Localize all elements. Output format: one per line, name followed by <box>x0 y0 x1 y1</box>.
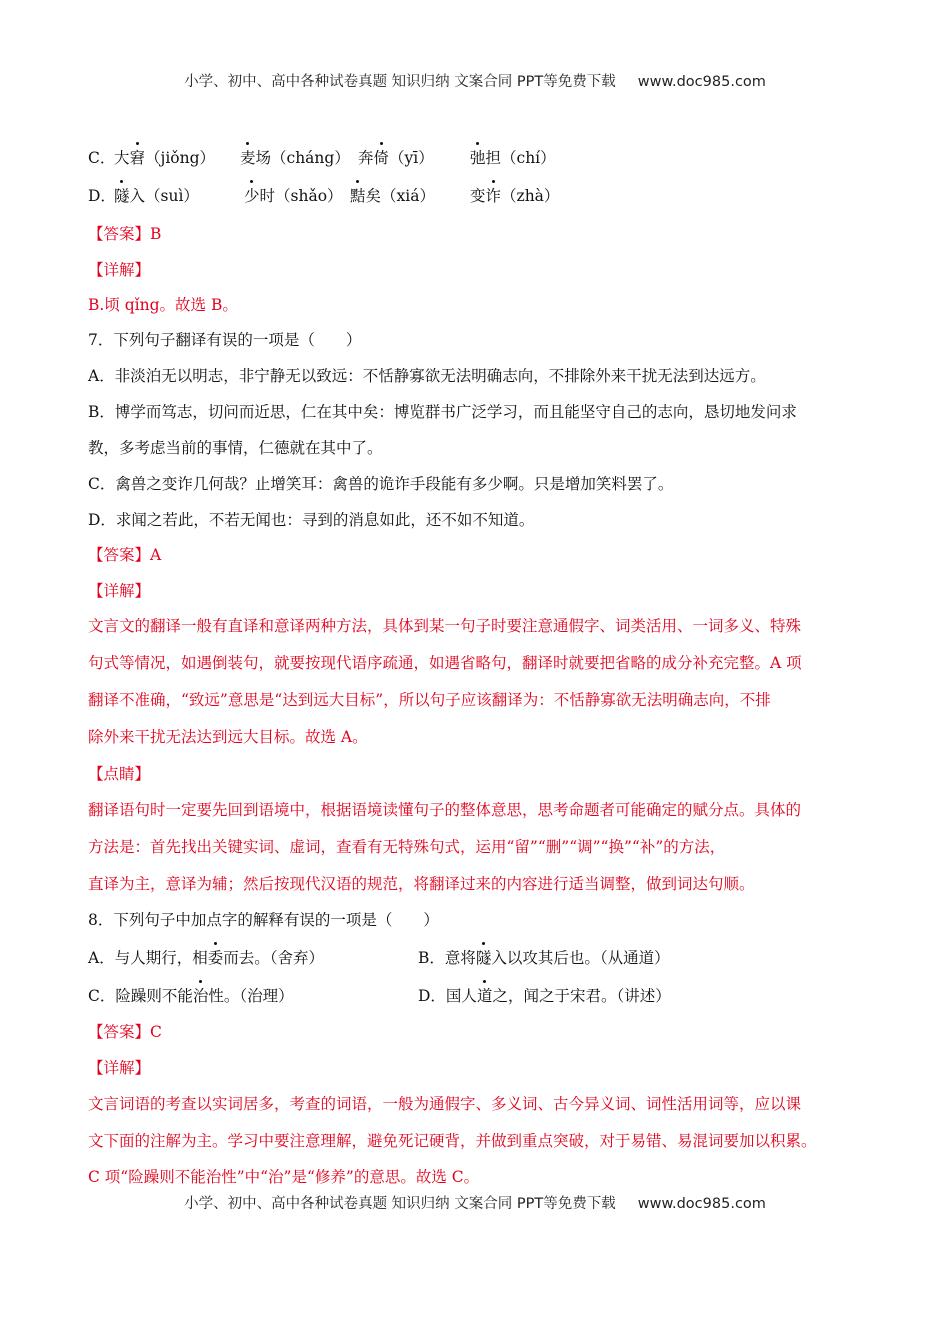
emphasis-dot-char: 隧 <box>476 946 492 968</box>
q6c-word4: 弛担（chí） <box>470 146 556 168</box>
q6-option-d <box>88 184 868 208</box>
q8-option-b: B．意将隧入以攻其后也。（从通道） <box>418 946 670 968</box>
q6-answer: 【答案】B <box>88 225 162 243</box>
q7-detail-heading: 【详解】 <box>88 582 151 600</box>
q6d-word2: 少时（shǎo） <box>244 184 343 206</box>
q8-option-d: D．国人道之，闻之于宋君。（讲述） <box>418 984 671 1006</box>
emphasis-dot-char: 少 <box>244 184 260 206</box>
q8-option-a: A．与人期行，相委而去。（舍弃） <box>88 946 324 968</box>
q7-option-c: C．禽兽之变诈几何哉？止增笑耳：禽兽的诡诈手段能有多少啊。只是增加笑料罢了。 <box>88 475 674 493</box>
q8-detail-heading: 【详解】 <box>88 1059 151 1077</box>
q6-explanation: B.顷 qǐng。故选 B。 <box>88 296 238 314</box>
q7-point-line1: 翻译语句时一定要先回到语境中，根据语境读懂句子的整体意思，思考命题者可能确定的赋分点。具体的 <box>88 801 802 819</box>
q6d-word3: 黠矣（xiá） <box>350 184 435 206</box>
emphasis-dot-char: 弛 <box>470 146 486 168</box>
q6c-word3: 奔倚（yī） <box>358 146 434 168</box>
q8-explanation-line3: C 项“险躁则不能治性”中“治”是“修养”的意思。故选 C。 <box>88 1168 480 1186</box>
q7-explanation-line3: 翻译不准确，“致远”意思是“达到远大目标”，所以句子应该翻译为：不恬静寡欲无法明确志向，不排 <box>88 691 771 709</box>
q7-explanation-line4: 除外来干扰无法达到远大目标。故选 A。 <box>88 728 368 746</box>
q7-point-line3: 直译为主，意译为辅；然后按现代汉语的规范，将翻译过来的内容进行适当调整，做到词达句顺。 <box>88 875 755 893</box>
emphasis-dot-char: 委 <box>208 946 224 968</box>
q6d-word1: 隧入（suì） <box>114 184 199 206</box>
q7-stem: 7．下列句子翻译有误的一项是（ ） <box>88 331 362 349</box>
emphasis-dot-char: 窘 <box>130 146 146 168</box>
page-header <box>0 70 950 91</box>
q7-point-line2: 方法是：首先找出关键实词、虚词，查看有无特殊句式，运用“留”“删”“调”“换”“补”的方法， <box>88 838 726 856</box>
q7-option-a: A．非淡泊无以明志，非宁静无以致远：不恬静寡欲无法明确志向，不排除外来干扰无法到达远方。 <box>88 367 766 385</box>
q7-option-d: D．求闻之若此，不若无闻也：寻到的消息如此，还不如不知道。 <box>88 511 535 529</box>
emphasis-dot-char: 治 <box>193 984 209 1006</box>
q8-explanation-line2: 文下面的注解为主。学习中要注意理解，避免死记硬背，并做到重点突破，对于易错、易混词要加以积累。 <box>88 1132 817 1150</box>
q8-answer: 【答案】C <box>88 1023 162 1041</box>
emphasis-dot-char: 倚 <box>374 146 390 168</box>
header-text: 小学、初中、高中各种试卷真题 知识归纳 文案合同 PPT等免费下载 <box>184 74 616 90</box>
q7-explanation-line1: 文言文的翻译一般有直译和意译两种方法，具体到某一句子时要注意通假字、词类活用、一词多义、特殊 <box>88 617 802 635</box>
q7-option-b-line1: B．博学而笃志，切问而近思，仁在其中矣：博览群书广泛学习，而且能坚守自己的志向，恳切地发问求 <box>88 403 797 421</box>
q6-option-c <box>88 146 868 170</box>
q7-point-heading: 【点睛】 <box>88 765 151 783</box>
q6c-word2: 麦场（cháng） <box>240 146 350 168</box>
q7-option-b-line2: 教，多考虑当前的事情，仁德就在其中了。 <box>88 439 383 457</box>
q6-detail-heading: 【详解】 <box>88 261 151 279</box>
q7-answer: 【答案】A <box>88 546 162 564</box>
q8-option-c: C．险躁则不能治性。（治理） <box>88 984 294 1006</box>
q6d-word4: 变诈（zhà） <box>470 184 559 206</box>
emphasis-dot-char: 麦 <box>240 146 256 168</box>
emphasis-dot-char: 道 <box>477 984 493 1006</box>
q6c-word1: 大窘（jiǒng） <box>114 146 215 168</box>
footer-text: 小学、初中、高中各种试卷真题 知识归纳 文案合同 PPT等免费下载 <box>184 1196 616 1212</box>
q6c-label: C． <box>88 149 116 167</box>
emphasis-dot-char: 诈 <box>486 184 502 206</box>
page-footer <box>0 1192 950 1213</box>
emphasis-dot-char: 黠 <box>350 184 366 206</box>
header-site-link[interactable]: www.doc985.com <box>637 74 766 90</box>
q8-stem: 8．下列句子中加点字的解释有误的一项是（ ） <box>88 911 439 929</box>
q7-explanation-line2: 句式等情况，如遇倒装句，就要按现代语序疏通，如遇省略句，翻译时就要把省略的成分补充完整。A 项 <box>88 654 802 672</box>
emphasis-dot-char: 隧 <box>114 184 130 206</box>
q8-explanation-line1: 文言词语的考查以实词居多，考查的词语，一般为通假字、多义词、古今异义词、词性活用词等，应以课 <box>88 1095 802 1113</box>
footer-site-link[interactable]: www.doc985.com <box>637 1196 766 1212</box>
q6d-label: D． <box>88 187 116 205</box>
